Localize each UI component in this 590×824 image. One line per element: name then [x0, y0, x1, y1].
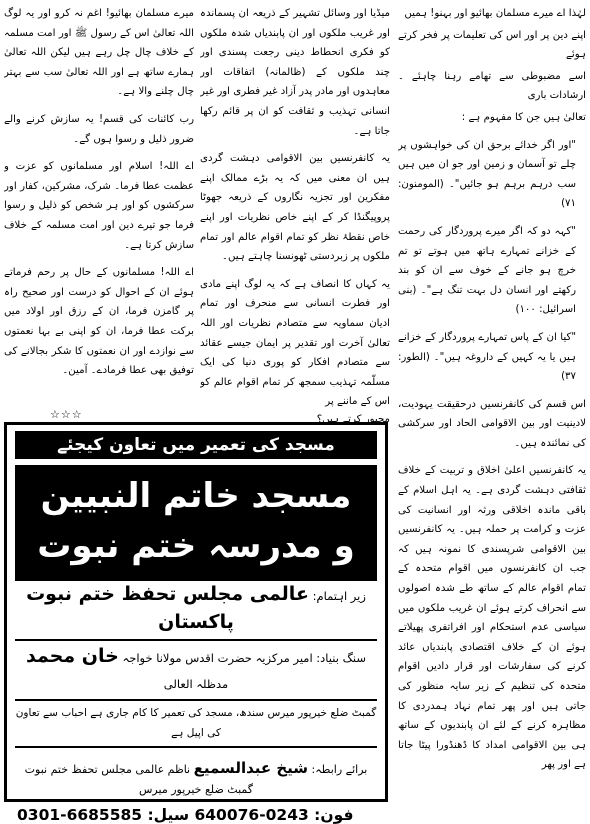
- quran-quote: "کہہ دو کہ اگر میرے پروردگار کی رحمت کے خزانے تمہارے ہاتھ میں ہوتے تو تم خرچ ہو جانے کے خوف سے ان کو بند رکھتے اور انسان دل بہت تنگ ہے"۔ (بنی اسرائیل: ۱۰۰): [398, 225, 576, 316]
- paragraph: لہٰذا اے میرے مسلمان بھائیو اور بہنو! ہمیں: [404, 8, 586, 19]
- paragraph: یہ کہاں کا انصاف ہے کہ یہ لوگ اپنے مادی اور فطرت انسانی سے منحرف اور تمام ادیان سماویہ سے متصادم نظریات اور اللہ تعالیٰ آخرت اور تقدیر پر ایمان جیسے عقائد سے متصادم افکار کو پوری دنیا کی ایک مسلّمہ تہذیب سمجھ کر تمام اقوام عالم کو اس کے ماننے پر: [200, 278, 390, 408]
- paragraph: اے اللہ! مسلمانوں کے حال پر رحم فرماتے ہوئے ان کے احوال کو درست اور صحیح راہ پر گامزن فرما، ان کے رزق اور اولاد میں برکت عطا فرما، ان کو اپنی بے بہا نعمتوں سے نوازدے اور ان نعمتوں کا شکر بجالانے کی توفیق بھی عطا فرمادے۔ آمین۔: [4, 267, 194, 377]
- quran-quote: "کیا ان کے پاس تمہارے پروردگار کے خزانے ہیں یا یہ کہیں کے داروغہ ہیں"۔ (الطور: ۳۷): [398, 331, 576, 383]
- paragraph: میرے مسلمان بھائیو! اغم نہ کرو اور یہ لوگ اللہ تعالیٰ اس کے رسول ﷺ اور امت مسلمہ کے خلاف چال چل رہے ہیں لیکن اللہ تعالیٰ ہمارے ساتھ ہے اور اللہ تعالیٰ سب سے بہتر چال چلنے والا ہے۔: [4, 8, 194, 98]
- founder-suffix: مدظلہ العالی: [163, 677, 229, 691]
- founder-prefix: سنگ بنیاد: امیر مرکزیہ حضرت اقدس مولانا خواجہ: [122, 651, 367, 665]
- ad-title-madrasa: و مدرسہ ختم نبوت: [37, 526, 355, 566]
- paragraph: رب کائنات کی قسم! یہ سازش کرنے والے ضرور ذلیل و رسوا ہوں گے۔: [4, 113, 194, 145]
- contact-prefix: برائے رابطہ:: [311, 763, 368, 776]
- quran-quote: "اور اگر خدائے برحق ان کی خواہشوں پر چلے تو آسمان و زمین اور جو ان میں ہیں سب درہم برہم ہو جائیں"۔ (المومنون: ۷۱): [398, 139, 576, 210]
- organizer-name: عالمی مجلس تحفظ ختم نبوت پاکستان: [26, 583, 309, 633]
- paragraph: اے اللہ! اسلام اور مسلمانوں کو عزت و عظمت عطا فرما۔ شرک، مشرکین، کفار اور سرکشوں کو اور ہر شخص کو ذلیل و رسوا فرما جو تیرے دین اور امت مسلمہ کے خلاف سازش کرتا ہے۔: [4, 161, 194, 251]
- paragraph: اس قسم کی کانفرنسیں درحقیقت یہودیت، لادینیت اور بین الاقوامی الحاد اور سرکشی کی نمائندہ ہیں۔: [398, 398, 586, 449]
- ad-title-box: [15, 465, 377, 581]
- ad-title-mosque: مسجد خاتم النبیین: [40, 476, 352, 516]
- ad-contact: [17, 758, 375, 800]
- ad-banner: مسجد کی تعمیر میں تعاون کیجئے: [15, 431, 377, 459]
- paragraph: یہ کانفرنسیں اعلیٰ اخلاق و تربیت کے خلاف ثقافتی دہشت گردی ہے۔ یہ اہل اسلام کے باقی ماندہ اخلاقی ورثہ اور انسانیت کی عزت و کرامت پر حملہ ہیں۔ یہ کانفرنسیں بین الاقوامی شرپسندی کا نمونہ ہیں کہ جب ان کانفرنسوں میں اقوام متحدہ کے تمام اقوام عالم کے ساتھ طے شدہ اصولوں سے انحراف کرتے ہوئے ان غریب ملکوں میں سیاسی عدم استحکام اور افراتفری پھیلاتے ہوئے ان کے خلاف اقتصادی پابندیاں عائد کرنے کی سفارشات اور قرار دادیں اقوام متحدہ کی تنظیم کے زیر سایہ منظور کی جاتی ہیں اور پھر تمام نہاد ہمدردی کا مظاہرہ کرنے کے لئے ان پابندیوں کے ساتھ ہی بین الاقوامی امداد کا ڈھنڈورا پیٹا جاتا ہے اور پھر: [398, 465, 586, 771]
- article-column-right: [398, 4, 586, 804]
- paragraph: یہ کانفرنسیں بین الاقوامی دہشت گردی ہیں ان معنی میں کہ یہ بڑے ممالک اپنے مفکرین اور تجزیہ نگاروں کے ذریعہ جھوٹا پروپیگنڈا کر کے اپنے خاص نظریات اور اپنے خاص نقطۂ نظر کو تمام اقوام عالم اور تمام ملکوں پر زبردستی ٹھونسنا چاہتے ہیں۔: [200, 153, 390, 263]
- mosque-donation-ad: [4, 422, 388, 824]
- paragraph: اسے مضبوطی سے تھامے رہنا چاہئے ۔ ارشادات باری: [398, 70, 586, 102]
- ad-appeal-note: گمبٹ ضلع خیرپور میرس سندھ، مسجد کی تعمیر کا کام جاری ہے احباب سے تعاون کی اپیل ہے: [15, 703, 377, 748]
- article-column-left: [4, 4, 194, 414]
- founder-name: خان محمد: [25, 645, 119, 667]
- divider: [15, 639, 377, 641]
- ad-phone-numbers: 0301-6685585 :فون: 0243-640076 سیل: [17, 806, 354, 824]
- section-end-stars: ☆☆☆: [50, 408, 83, 421]
- contact-suffix: ناظم عالمی مجلس تحفظ ختم نبوت گمبٹ ضلع خیرپور میرس: [24, 763, 253, 796]
- paragraph: میڈیا اور وسائل تشہیر کے ذریعہ ان پسماندہ اور غریب ملکوں اور ان پابندیاں شدہ ملکوں کو فکری انحطاط دینی رجعت پسندی اور چند ملکوں کے (ظالمانہ) اتفاقات اور معاہدوں اور مادر پدر آزاد غیر فطری اور غیر انسانی تہذیب و ثقافت کو ان پر قائم رکھا جاتا ہے۔: [200, 8, 390, 137]
- article-column-middle: [200, 4, 390, 444]
- organizer-prefix: زیر اہتمام:: [312, 589, 366, 603]
- paragraph: اپنے دین پر اور اس کی تعلیمات پر فخر کرتے ہوئے: [398, 29, 586, 61]
- paragraph-ending: مجبور کرتے ہیں؟: [316, 414, 390, 425]
- paragraph: تعالیٰ ہیں جن کا مفہوم ہے :: [461, 111, 586, 123]
- ad-organizer: [17, 581, 375, 637]
- divider: [15, 699, 377, 701]
- ad-founder: [17, 643, 375, 697]
- contact-name: شیخ عبدالسمیع: [193, 759, 309, 777]
